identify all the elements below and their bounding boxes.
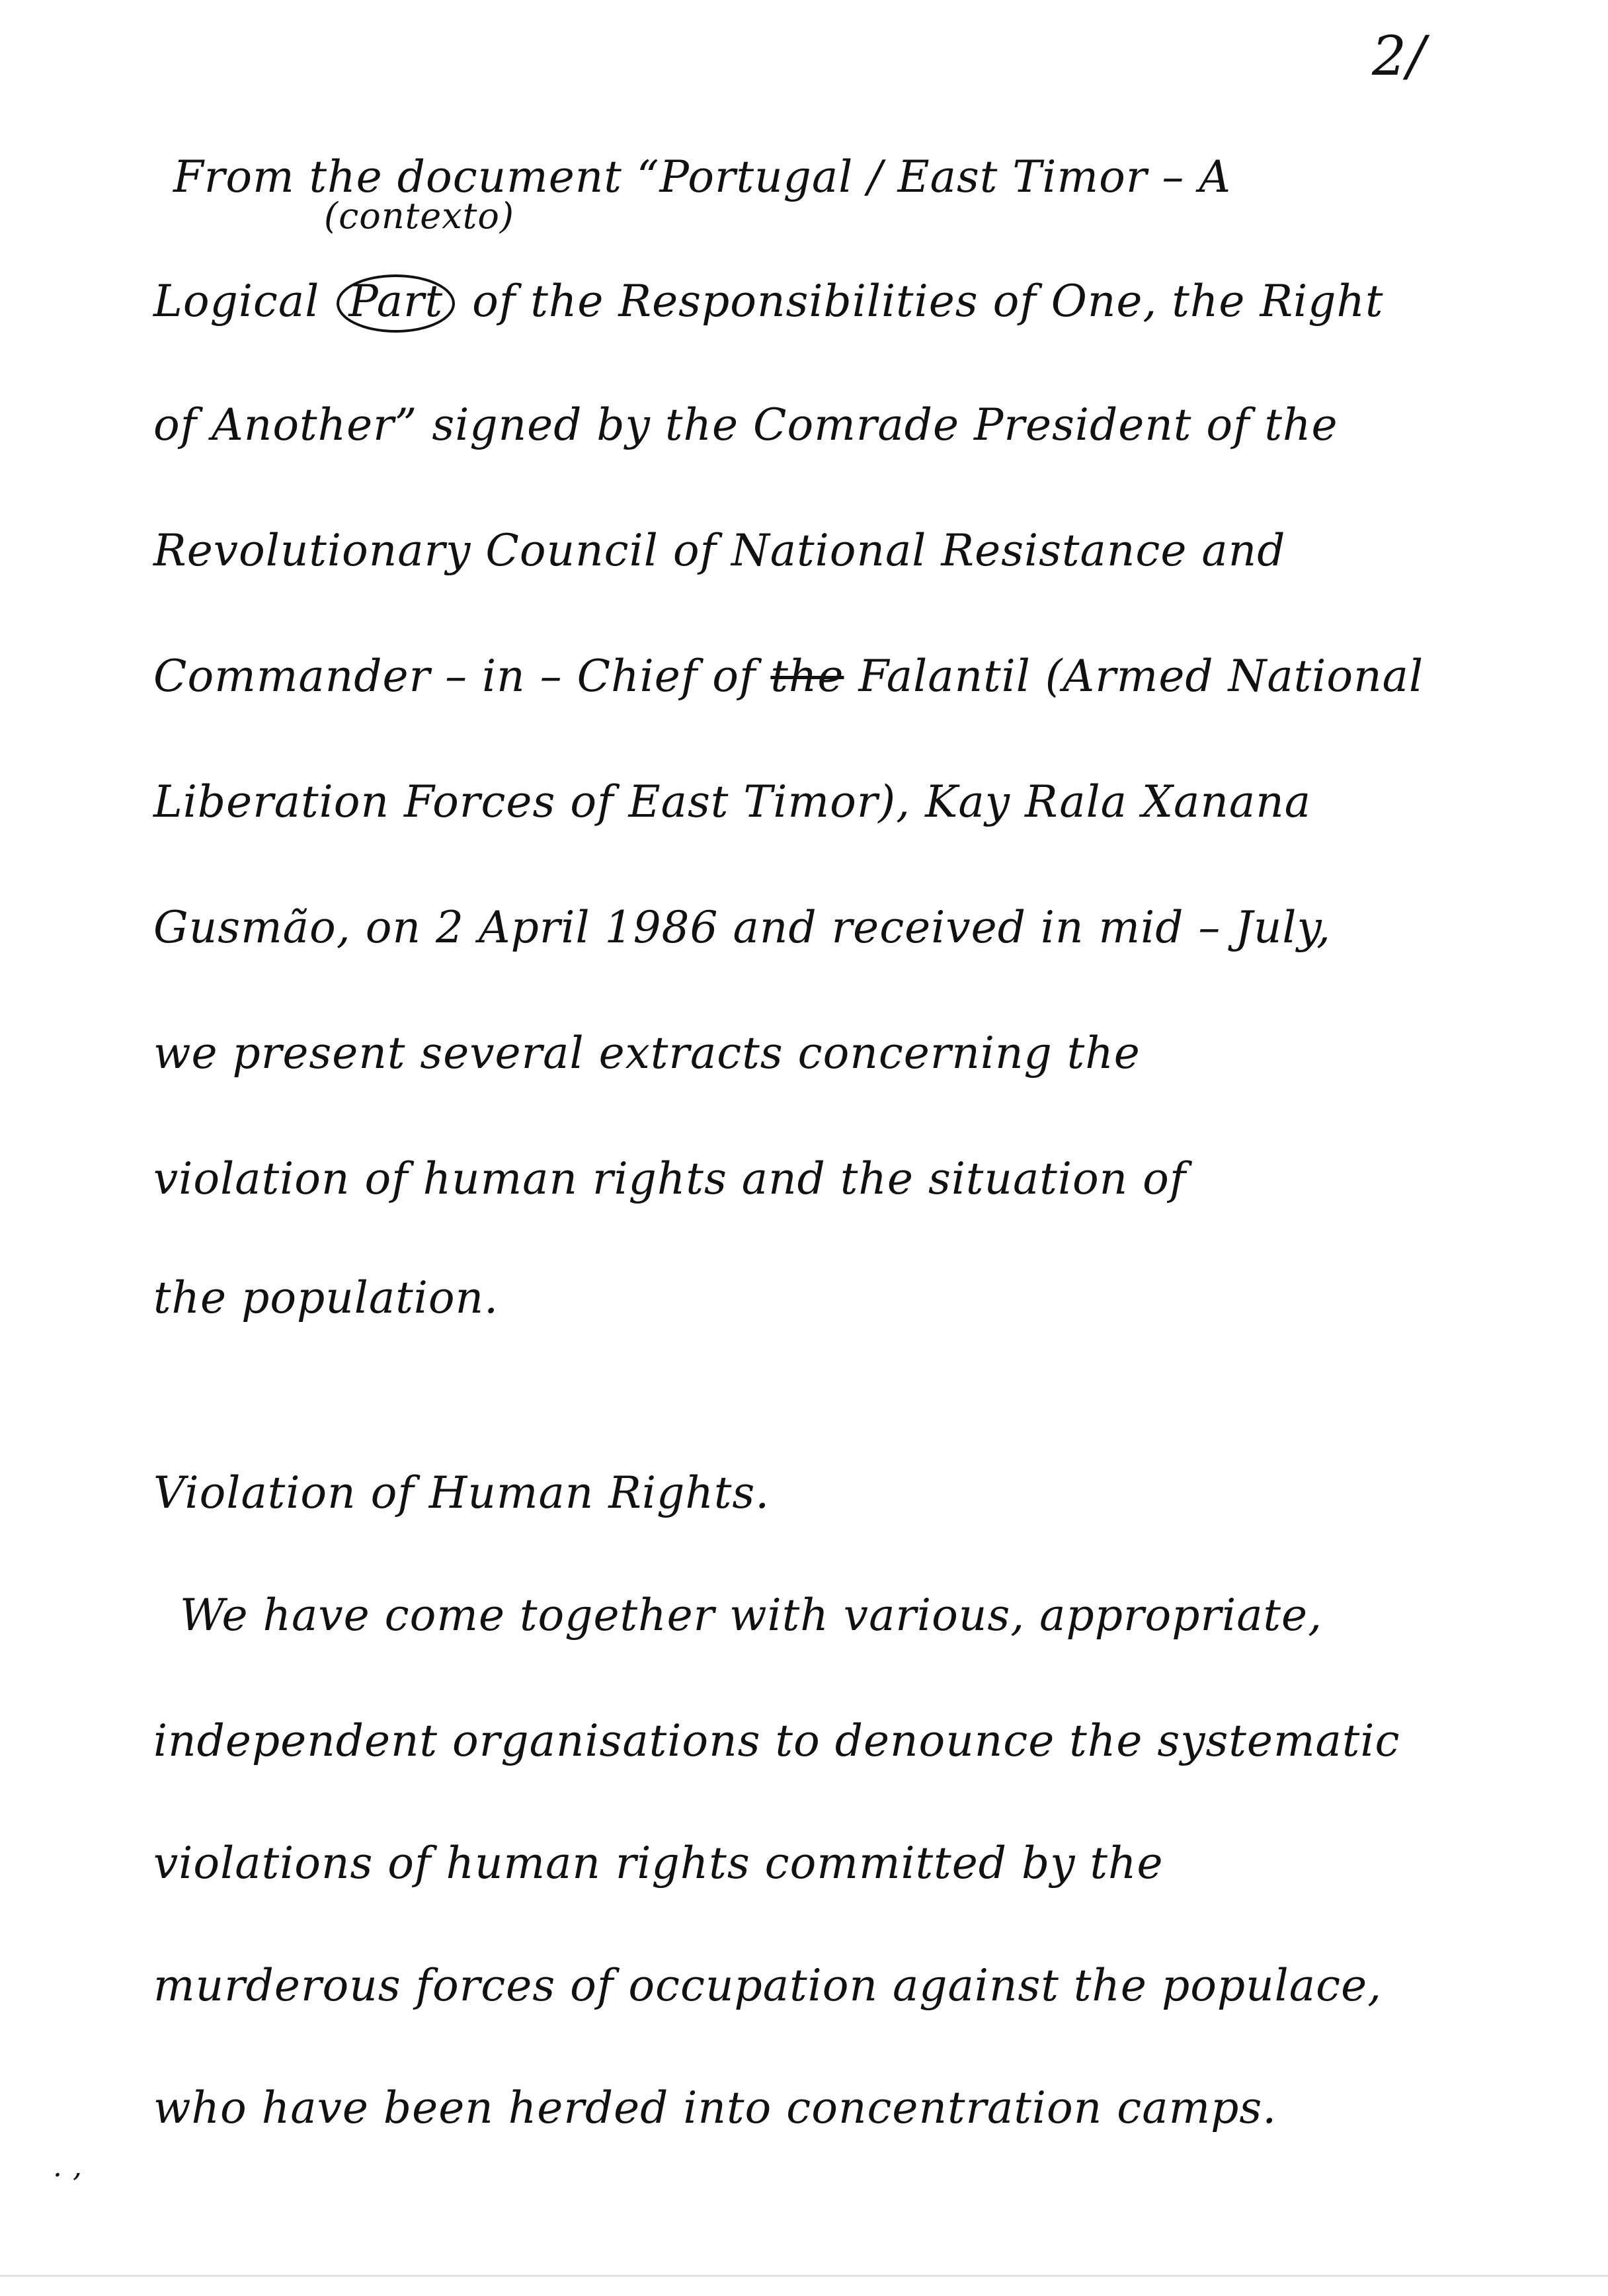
section-heading: Violation of Human Rights. bbox=[153, 1467, 770, 1518]
page-number: 2/ bbox=[1372, 25, 1426, 88]
text-line-5 bbox=[153, 651, 1424, 702]
text-line-2 bbox=[153, 274, 1384, 333]
circled-word: Part bbox=[337, 274, 455, 333]
inserted-word-above: (contexto) bbox=[324, 195, 514, 237]
paragraph-line-5: who have been herded into concentration camps. bbox=[153, 2082, 1277, 2133]
text-line-8: we present several extracts concerning the bbox=[153, 1028, 1141, 1079]
scan-edge-line bbox=[0, 2275, 1608, 2277]
text-line-6: Liberation Forces of East Timor), Kay Rala Xanana bbox=[153, 776, 1312, 827]
line-5-start: Commander – in – Chief of bbox=[153, 651, 771, 702]
text-line-7: Gusmão, on 2 April 1986 and received in mid – July, bbox=[153, 902, 1331, 953]
struck-word: the bbox=[770, 651, 844, 702]
paragraph-line-4: murderous forces of occupation against the populace, bbox=[153, 1960, 1383, 2011]
line-2-end: of the Responsibilities of One, the Right bbox=[458, 276, 1384, 327]
text-line-10: the population. bbox=[153, 1272, 499, 1323]
line-5-end: Falantil (Armed National bbox=[844, 651, 1424, 702]
paragraph-line-3: violations of human rights committed by the bbox=[153, 1838, 1164, 1889]
text-line-1: From the document “Portugal / East Timor – A bbox=[173, 151, 1232, 202]
line-2-start: Logical bbox=[153, 276, 335, 327]
text-line-9: violation of human rights and the situation of bbox=[153, 1153, 1187, 1204]
text-line-3: of Another” signed by the Comrade President of the bbox=[153, 399, 1338, 450]
paragraph-line-2: independent organisations to denounce the systematic bbox=[153, 1715, 1400, 1766]
paragraph-line-1: We have come together with various, appropriate, bbox=[180, 1590, 1323, 1641]
stray-marks: . , bbox=[53, 2150, 83, 2184]
text-line-4: Revolutionary Council of National Resistance and bbox=[153, 525, 1286, 576]
